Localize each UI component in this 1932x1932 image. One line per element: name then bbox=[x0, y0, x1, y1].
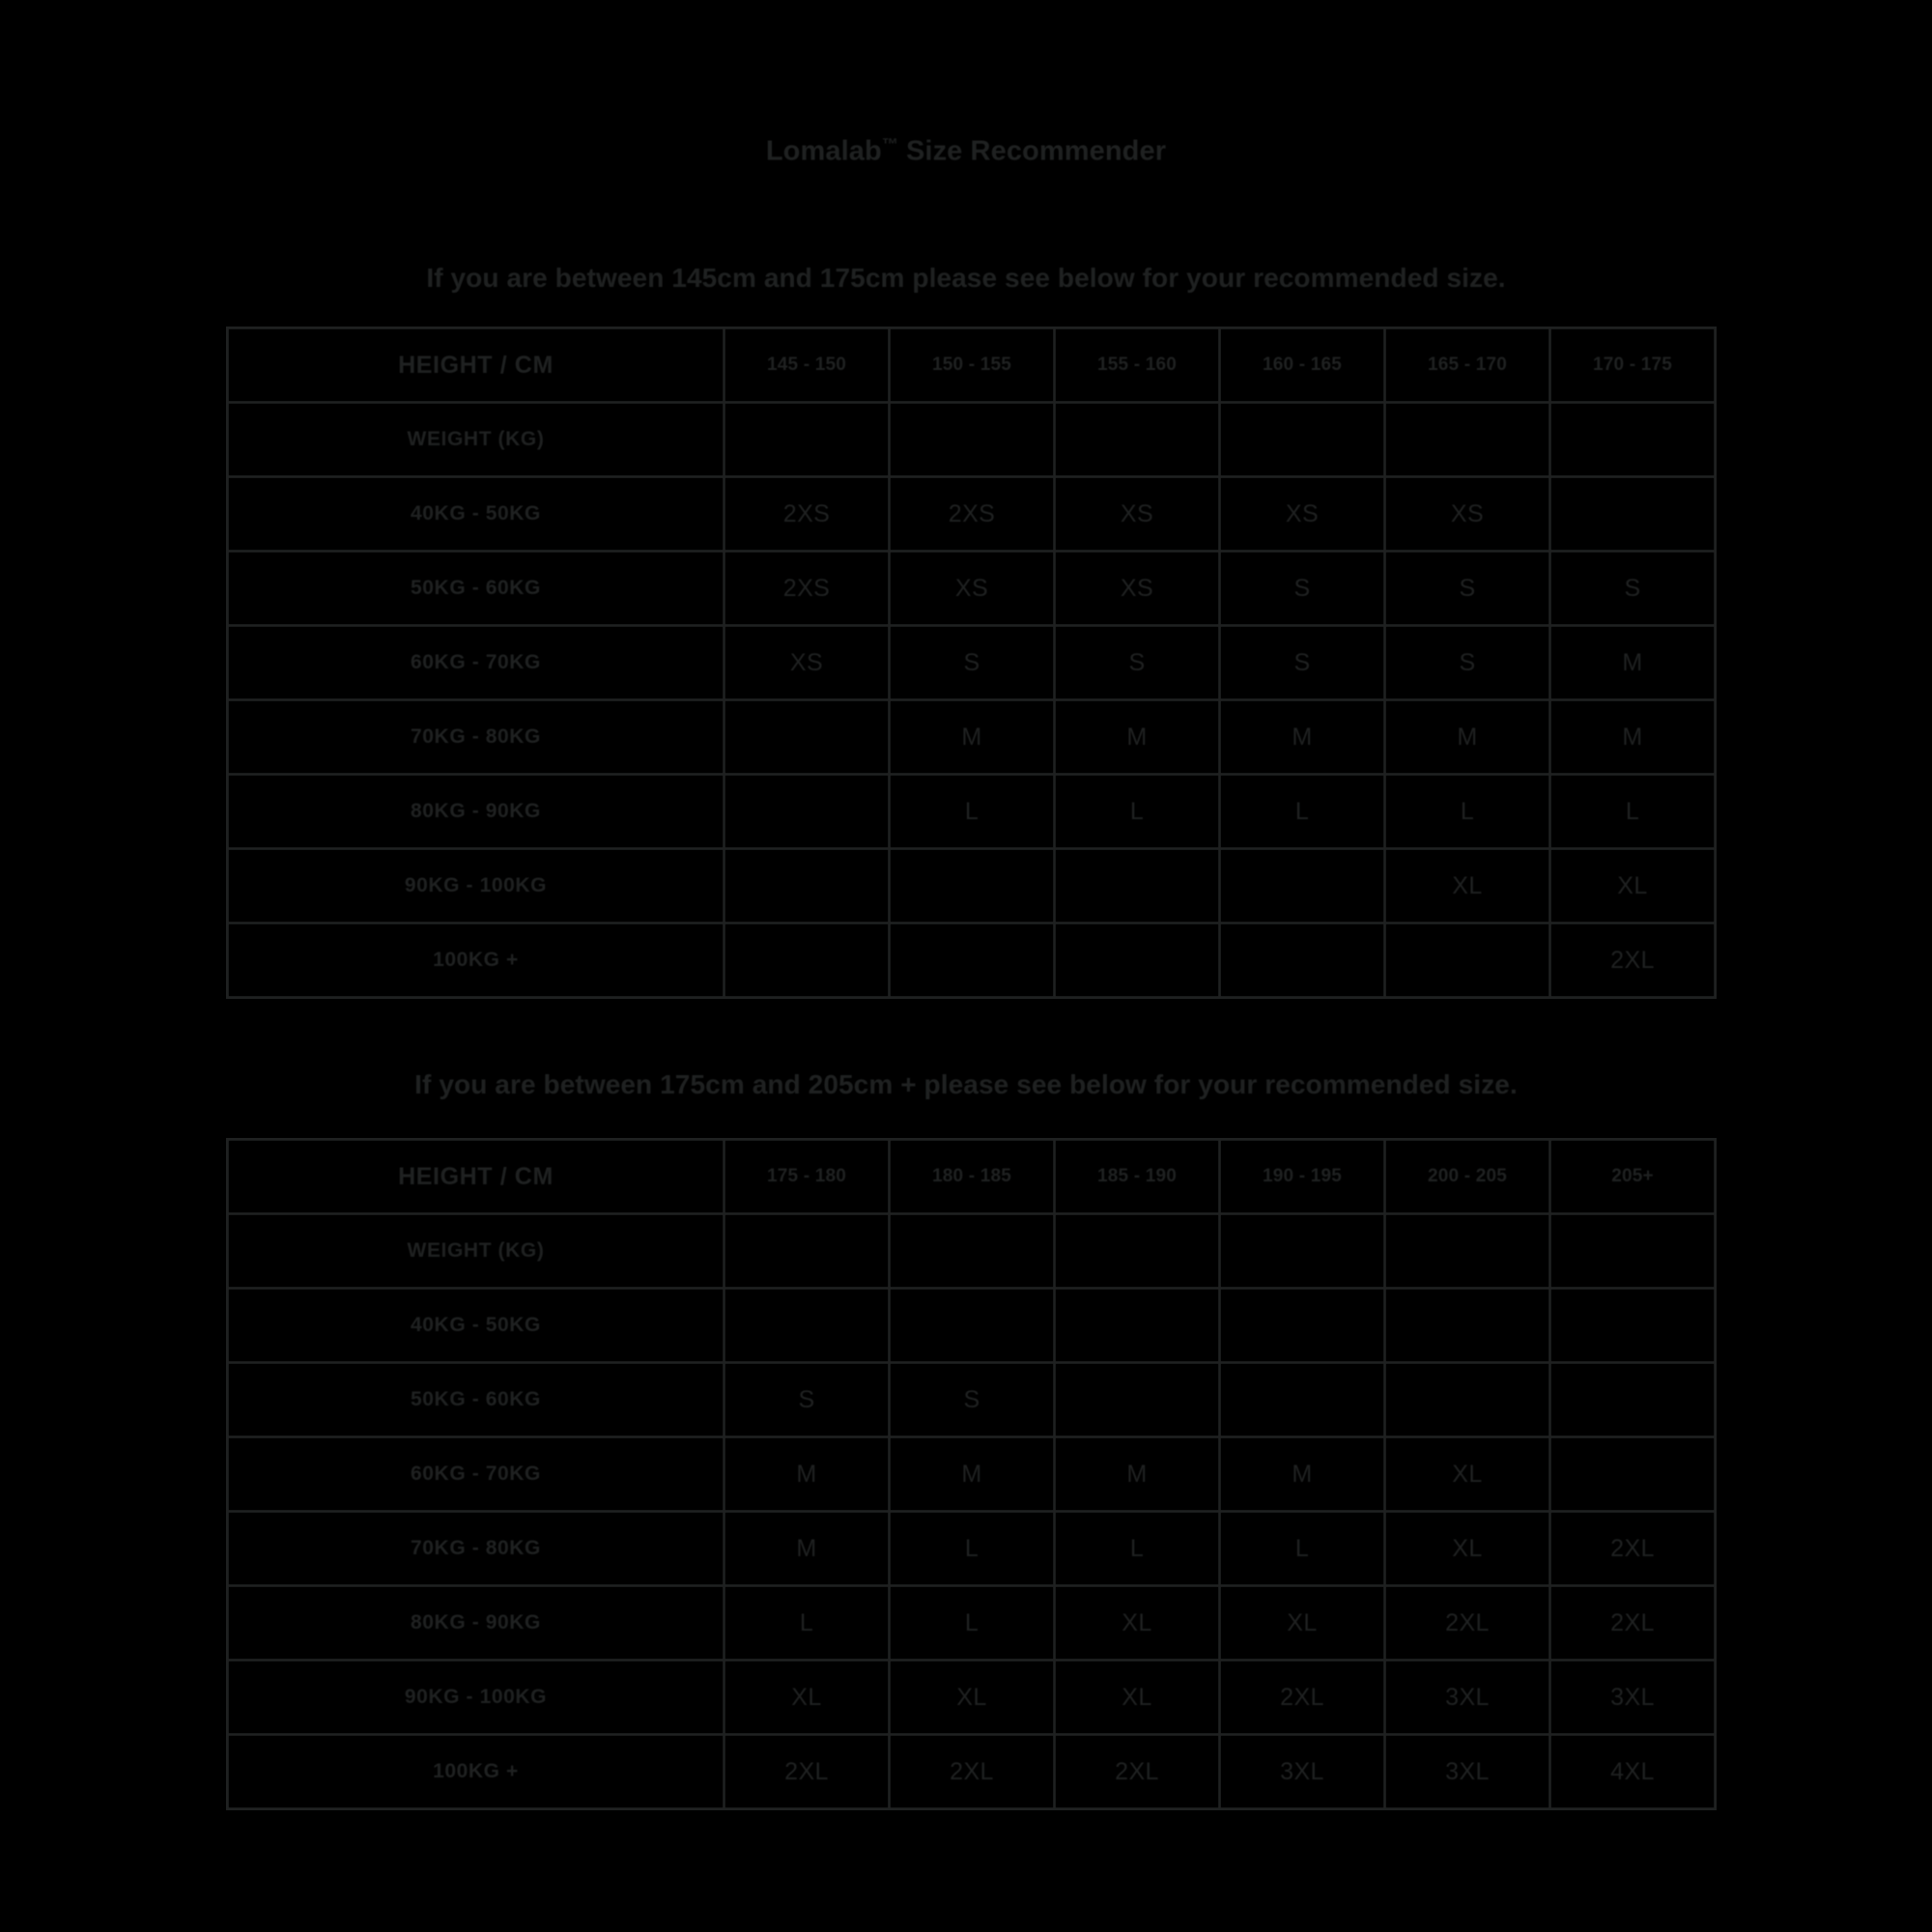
row-label-weight: 70KG - 80KG bbox=[228, 1512, 724, 1586]
column-header: 185 - 190 bbox=[1055, 1140, 1220, 1214]
row-label-weight: 100KG + bbox=[228, 923, 724, 998]
table-row bbox=[228, 1289, 1716, 1363]
size-cell bbox=[890, 403, 1055, 477]
size-cell bbox=[890, 923, 1055, 998]
size-cell: XS bbox=[1055, 552, 1220, 626]
size-cell: 2XS bbox=[724, 477, 890, 552]
size-cell: S bbox=[724, 1363, 890, 1437]
size-cell bbox=[1055, 923, 1220, 998]
size-cell bbox=[890, 1289, 1055, 1363]
size-cell: M bbox=[1550, 626, 1716, 700]
size-cell: M bbox=[1220, 700, 1385, 775]
size-cell: 2XL bbox=[1055, 1735, 1220, 1809]
size-cell: M bbox=[1220, 1437, 1385, 1512]
size-cell: M bbox=[1055, 700, 1220, 775]
table-weight-header-row bbox=[228, 1214, 1716, 1289]
size-cell: M bbox=[724, 1437, 890, 1512]
size-cell bbox=[1550, 1363, 1716, 1437]
size-cell: XL bbox=[1385, 1512, 1550, 1586]
size-cell bbox=[724, 700, 890, 775]
table-row bbox=[228, 477, 1716, 552]
size-cell bbox=[1220, 1363, 1385, 1437]
size-cell: L bbox=[1220, 1512, 1385, 1586]
column-header: 200 - 205 bbox=[1385, 1140, 1550, 1214]
size-cell: 4XL bbox=[1550, 1735, 1716, 1809]
column-header: 180 - 185 bbox=[890, 1140, 1055, 1214]
size-cell bbox=[1550, 477, 1716, 552]
size-cell: S bbox=[1385, 552, 1550, 626]
size-cell: M bbox=[1550, 700, 1716, 775]
size-cell: XL bbox=[1385, 1437, 1550, 1512]
size-cell bbox=[890, 849, 1055, 923]
page-title bbox=[0, 135, 1932, 168]
size-cell bbox=[1385, 403, 1550, 477]
size-cell: XL bbox=[1055, 1586, 1220, 1661]
size-cell: M bbox=[724, 1512, 890, 1586]
size-cell: 3XL bbox=[1385, 1735, 1550, 1809]
size-cell: L bbox=[1220, 775, 1385, 849]
size-cell: 2XL bbox=[724, 1735, 890, 1809]
size-chart-table-short-heights bbox=[226, 327, 1717, 999]
size-cell: 3XL bbox=[1550, 1661, 1716, 1735]
column-header: 150 - 155 bbox=[890, 328, 1055, 403]
size-cell: XL bbox=[1385, 849, 1550, 923]
row-label-weight: 100KG + bbox=[228, 1735, 724, 1809]
size-cell: S bbox=[1220, 626, 1385, 700]
size-cell: 2XS bbox=[724, 552, 890, 626]
size-cell: XL bbox=[890, 1661, 1055, 1735]
size-cell: XS bbox=[1220, 477, 1385, 552]
table-row bbox=[228, 923, 1716, 998]
row-label-weight: 80KG - 90KG bbox=[228, 775, 724, 849]
table-row bbox=[228, 552, 1716, 626]
size-cell bbox=[1220, 849, 1385, 923]
size-cell: 2XL bbox=[890, 1735, 1055, 1809]
size-cell: XL bbox=[1055, 1661, 1220, 1735]
size-cell: L bbox=[724, 1586, 890, 1661]
size-cell: M bbox=[890, 1437, 1055, 1512]
header-height-cm: HEIGHT / CM bbox=[228, 1140, 724, 1214]
column-header: 165 - 170 bbox=[1385, 328, 1550, 403]
header-weight-kg: WEIGHT (KG) bbox=[228, 1214, 724, 1289]
size-cell: M bbox=[890, 700, 1055, 775]
table-header-row bbox=[228, 1140, 1716, 1214]
size-cell bbox=[1550, 1437, 1716, 1512]
size-chart-table-tall-heights bbox=[226, 1138, 1717, 1810]
column-header: 205+ bbox=[1550, 1140, 1716, 1214]
row-label-weight: 80KG - 90KG bbox=[228, 1586, 724, 1661]
header-weight-kg: WEIGHT (KG) bbox=[228, 403, 724, 477]
size-cell: S bbox=[890, 626, 1055, 700]
size-cell: XL bbox=[1220, 1586, 1385, 1661]
size-cell bbox=[1055, 403, 1220, 477]
size-cell bbox=[1385, 1214, 1550, 1289]
header-height-cm: HEIGHT / CM bbox=[228, 328, 724, 403]
size-cell: M bbox=[1385, 700, 1550, 775]
size-cell bbox=[724, 849, 890, 923]
row-label-weight: 90KG - 100KG bbox=[228, 1661, 724, 1735]
size-cell: 2XL bbox=[1550, 923, 1716, 998]
table-row bbox=[228, 1512, 1716, 1586]
size-cell: 2XS bbox=[890, 477, 1055, 552]
size-cell: L bbox=[1055, 1512, 1220, 1586]
size-cell: L bbox=[1550, 775, 1716, 849]
size-cell bbox=[1550, 1214, 1716, 1289]
column-header: 190 - 195 bbox=[1220, 1140, 1385, 1214]
column-header: 175 - 180 bbox=[724, 1140, 890, 1214]
size-cell: S bbox=[1055, 626, 1220, 700]
table-row bbox=[228, 1363, 1716, 1437]
column-header: 145 - 150 bbox=[724, 328, 890, 403]
row-label-weight: 50KG - 60KG bbox=[228, 1363, 724, 1437]
table-row bbox=[228, 626, 1716, 700]
size-cell: 2XL bbox=[1550, 1512, 1716, 1586]
size-cell: 2XL bbox=[1550, 1586, 1716, 1661]
size-cell bbox=[1385, 1363, 1550, 1437]
size-cell: L bbox=[890, 1586, 1055, 1661]
size-cell bbox=[1055, 1214, 1220, 1289]
size-cell: S bbox=[1385, 626, 1550, 700]
size-cell: L bbox=[1055, 775, 1220, 849]
size-cell bbox=[1220, 923, 1385, 998]
size-cell bbox=[724, 775, 890, 849]
table-row bbox=[228, 1586, 1716, 1661]
size-cell: L bbox=[890, 775, 1055, 849]
table-row bbox=[228, 775, 1716, 849]
size-cell bbox=[724, 1289, 890, 1363]
size-cell bbox=[724, 403, 890, 477]
size-cell bbox=[1220, 1289, 1385, 1363]
row-label-weight: 70KG - 80KG bbox=[228, 700, 724, 775]
row-label-weight: 40KG - 50KG bbox=[228, 477, 724, 552]
row-label-weight: 60KG - 70KG bbox=[228, 1437, 724, 1512]
section-subtitle-short-heights: If you are between 145cm and 175cm please see below for your recommended size. bbox=[426, 263, 1506, 293]
row-label-weight: 40KG - 50KG bbox=[228, 1289, 724, 1363]
row-label-weight: 90KG - 100KG bbox=[228, 849, 724, 923]
size-cell bbox=[890, 1214, 1055, 1289]
size-cell: XS bbox=[1055, 477, 1220, 552]
size-cell bbox=[1055, 849, 1220, 923]
row-label-weight: 60KG - 70KG bbox=[228, 626, 724, 700]
table-header-row bbox=[228, 328, 1716, 403]
table-row bbox=[228, 849, 1716, 923]
size-cell bbox=[1220, 1214, 1385, 1289]
size-cell: XL bbox=[724, 1661, 890, 1735]
size-cell: XS bbox=[1385, 477, 1550, 552]
size-cell: 2XL bbox=[1385, 1586, 1550, 1661]
size-cell: M bbox=[1055, 1437, 1220, 1512]
size-cell bbox=[1385, 1289, 1550, 1363]
column-header: 155 - 160 bbox=[1055, 328, 1220, 403]
size-cell: XS bbox=[890, 552, 1055, 626]
size-cell bbox=[724, 923, 890, 998]
trademark-symbol: ™ bbox=[881, 135, 898, 154]
size-cell: 2XL bbox=[1220, 1661, 1385, 1735]
section-subtitle-tall-heights: If you are between 175cm and 205cm + please see below for your recommended size. bbox=[414, 1069, 1518, 1099]
size-cell: 3XL bbox=[1385, 1661, 1550, 1735]
size-cell: S bbox=[890, 1363, 1055, 1437]
size-cell bbox=[1550, 1289, 1716, 1363]
table-row bbox=[228, 1735, 1716, 1809]
column-header: 160 - 165 bbox=[1220, 328, 1385, 403]
table-row bbox=[228, 1437, 1716, 1512]
size-cell: XL bbox=[1550, 849, 1716, 923]
page-title-rest: Size Recommender bbox=[897, 135, 1167, 167]
row-label-weight: 50KG - 60KG bbox=[228, 552, 724, 626]
size-cell bbox=[1220, 403, 1385, 477]
table-row bbox=[228, 700, 1716, 775]
size-cell: L bbox=[890, 1512, 1055, 1586]
size-cell bbox=[724, 1214, 890, 1289]
size-cell bbox=[1385, 923, 1550, 998]
column-header: 170 - 175 bbox=[1550, 328, 1716, 403]
size-cell: XS bbox=[724, 626, 890, 700]
size-cell bbox=[1055, 1289, 1220, 1363]
size-cell: 3XL bbox=[1220, 1735, 1385, 1809]
size-cell bbox=[1550, 403, 1716, 477]
table-weight-header-row bbox=[228, 403, 1716, 477]
size-cell: L bbox=[1385, 775, 1550, 849]
table-row bbox=[228, 1661, 1716, 1735]
size-cell: S bbox=[1220, 552, 1385, 626]
size-cell bbox=[1055, 1363, 1220, 1437]
page-title-brand: Lomalab bbox=[765, 135, 882, 167]
size-cell: S bbox=[1550, 552, 1716, 626]
